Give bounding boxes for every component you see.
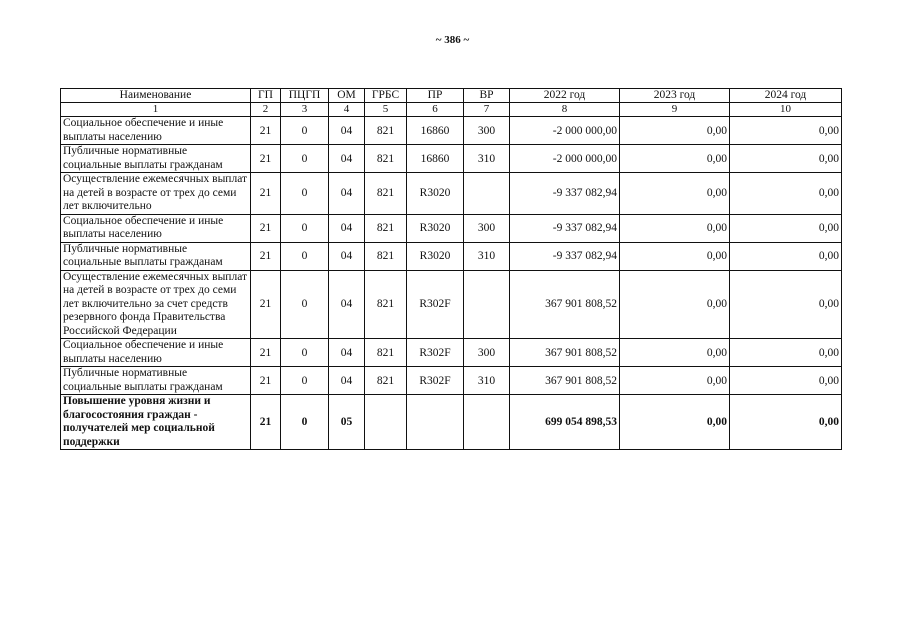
- cell-amount-2024: 0,00: [730, 367, 842, 395]
- cell-grbs: 821: [365, 242, 407, 270]
- cell-amount-2022: -2 000 000,00: [510, 117, 620, 145]
- table-row: [61, 145, 842, 173]
- cell-gp: 21: [251, 339, 281, 367]
- cell-om: 04: [329, 270, 365, 339]
- cell-pcgp: 0: [281, 395, 329, 450]
- cell-amount-2023: 0,00: [620, 214, 730, 242]
- cell-vr: [464, 173, 510, 215]
- cell-grbs: 821: [365, 117, 407, 145]
- column-number-row: [61, 103, 842, 117]
- cell-grbs: 821: [365, 339, 407, 367]
- cell-grbs: 821: [365, 145, 407, 173]
- column-number: 7: [464, 103, 510, 117]
- header-om: ОМ: [329, 89, 365, 103]
- cell-pr: R3020: [407, 242, 464, 270]
- cell-vr: [464, 395, 510, 450]
- cell-amount-2022: -9 337 082,94: [510, 214, 620, 242]
- column-number: 2: [251, 103, 281, 117]
- cell-amount-2023: 0,00: [620, 242, 730, 270]
- cell-pcgp: 0: [281, 367, 329, 395]
- cell-gp: 21: [251, 395, 281, 450]
- cell-pr: R302F: [407, 270, 464, 339]
- cell-pcgp: 0: [281, 242, 329, 270]
- cell-amount-2022: -9 337 082,94: [510, 242, 620, 270]
- cell-name: Осуществление ежемесячных выплат на детей в возрасте от трех до семи лет включительно: [61, 173, 251, 215]
- cell-pr: [407, 395, 464, 450]
- header-pcgp: ПЦГП: [281, 89, 329, 103]
- table-row: [61, 270, 842, 339]
- header-2024: 2024 год: [730, 89, 842, 103]
- cell-amount-2024: 0,00: [730, 242, 842, 270]
- header-2023: 2023 год: [620, 89, 730, 103]
- cell-om: 05: [329, 395, 365, 450]
- cell-gp: 21: [251, 117, 281, 145]
- cell-amount-2022: 367 901 808,52: [510, 367, 620, 395]
- column-number: 9: [620, 103, 730, 117]
- column-number: 4: [329, 103, 365, 117]
- cell-amount-2022: 367 901 808,52: [510, 270, 620, 339]
- cell-amount-2024: 0,00: [730, 339, 842, 367]
- cell-name: Публичные нормативные социальные выплаты гражданам: [61, 145, 251, 173]
- cell-amount-2022: -9 337 082,94: [510, 173, 620, 215]
- table-body: [61, 103, 842, 450]
- header-name: Наименование: [61, 89, 251, 103]
- cell-name: Публичные нормативные социальные выплаты гражданам: [61, 367, 251, 395]
- cell-grbs: [365, 395, 407, 450]
- cell-amount-2022: 699 054 898,53: [510, 395, 620, 450]
- cell-pcgp: 0: [281, 173, 329, 215]
- cell-name: Социальное обеспечение и иные выплаты населению: [61, 117, 251, 145]
- table-row: [61, 173, 842, 215]
- cell-pr: 16860: [407, 117, 464, 145]
- table-row: [61, 117, 842, 145]
- cell-pr: R3020: [407, 214, 464, 242]
- header-gp: ГП: [251, 89, 281, 103]
- cell-amount-2024: 0,00: [730, 395, 842, 450]
- cell-amount-2024: 0,00: [730, 173, 842, 215]
- cell-vr: 310: [464, 367, 510, 395]
- table-row: [61, 214, 842, 242]
- cell-grbs: 821: [365, 214, 407, 242]
- cell-vr: 300: [464, 214, 510, 242]
- cell-amount-2022: -2 000 000,00: [510, 145, 620, 173]
- cell-pr: 16860: [407, 145, 464, 173]
- column-number: 5: [365, 103, 407, 117]
- cell-pr: R3020: [407, 173, 464, 215]
- table-row: [61, 367, 842, 395]
- header-vr: ВР: [464, 89, 510, 103]
- cell-om: 04: [329, 173, 365, 215]
- cell-amount-2023: 0,00: [620, 339, 730, 367]
- cell-pcgp: 0: [281, 117, 329, 145]
- cell-amount-2022: 367 901 808,52: [510, 339, 620, 367]
- cell-pcgp: 0: [281, 339, 329, 367]
- cell-amount-2024: 0,00: [730, 117, 842, 145]
- cell-name: Публичные нормативные социальные выплаты гражданам: [61, 242, 251, 270]
- cell-name: Социальное обеспечение и иные выплаты населению: [61, 214, 251, 242]
- cell-vr: 310: [464, 242, 510, 270]
- cell-om: 04: [329, 214, 365, 242]
- cell-amount-2024: 0,00: [730, 214, 842, 242]
- cell-pr: R302F: [407, 367, 464, 395]
- cell-om: 04: [329, 117, 365, 145]
- cell-vr: 300: [464, 339, 510, 367]
- cell-om: 04: [329, 367, 365, 395]
- cell-amount-2024: 0,00: [730, 145, 842, 173]
- header-pr: ПР: [407, 89, 464, 103]
- cell-grbs: 821: [365, 367, 407, 395]
- table-row: [61, 339, 842, 367]
- column-number: 6: [407, 103, 464, 117]
- cell-gp: 21: [251, 270, 281, 339]
- cell-gp: 21: [251, 145, 281, 173]
- cell-grbs: 821: [365, 173, 407, 215]
- header-2022: 2022 год: [510, 89, 620, 103]
- page-number: ~ 386 ~: [435, 34, 470, 46]
- cell-vr: 310: [464, 145, 510, 173]
- cell-grbs: 821: [365, 270, 407, 339]
- cell-amount-2024: 0,00: [730, 270, 842, 339]
- cell-pr: R302F: [407, 339, 464, 367]
- cell-pcgp: 0: [281, 145, 329, 173]
- cell-gp: 21: [251, 242, 281, 270]
- cell-amount-2023: 0,00: [620, 367, 730, 395]
- column-number: 3: [281, 103, 329, 117]
- cell-name: Осуществление ежемесячных выплат на детей в возрасте от трех до семи лет включительно за счет средств резервного фонда Правительства Российской Федерации: [61, 270, 251, 339]
- table-header: [61, 89, 842, 103]
- column-number: 10: [730, 103, 842, 117]
- header-grbs: ГРБС: [365, 89, 407, 103]
- cell-name: Социальное обеспечение и иные выплаты населению: [61, 339, 251, 367]
- cell-vr: [464, 270, 510, 339]
- cell-amount-2023: 0,00: [620, 395, 730, 450]
- cell-amount-2023: 0,00: [620, 173, 730, 215]
- cell-gp: 21: [251, 173, 281, 215]
- table-row: [61, 242, 842, 270]
- cell-amount-2023: 0,00: [620, 145, 730, 173]
- cell-om: 04: [329, 339, 365, 367]
- cell-amount-2023: 0,00: [620, 270, 730, 339]
- cell-gp: 21: [251, 367, 281, 395]
- cell-gp: 21: [251, 214, 281, 242]
- cell-pcgp: 0: [281, 270, 329, 339]
- cell-pcgp: 0: [281, 214, 329, 242]
- cell-name: Повышение уровня жизни и благосостояния граждан - получателей мер социальной поддержки: [61, 395, 251, 450]
- cell-vr: 300: [464, 117, 510, 145]
- column-number: 1: [61, 103, 251, 117]
- table-row: [61, 395, 842, 450]
- column-number: 8: [510, 103, 620, 117]
- cell-om: 04: [329, 242, 365, 270]
- cell-amount-2023: 0,00: [620, 117, 730, 145]
- budget-table: [60, 88, 842, 450]
- cell-om: 04: [329, 145, 365, 173]
